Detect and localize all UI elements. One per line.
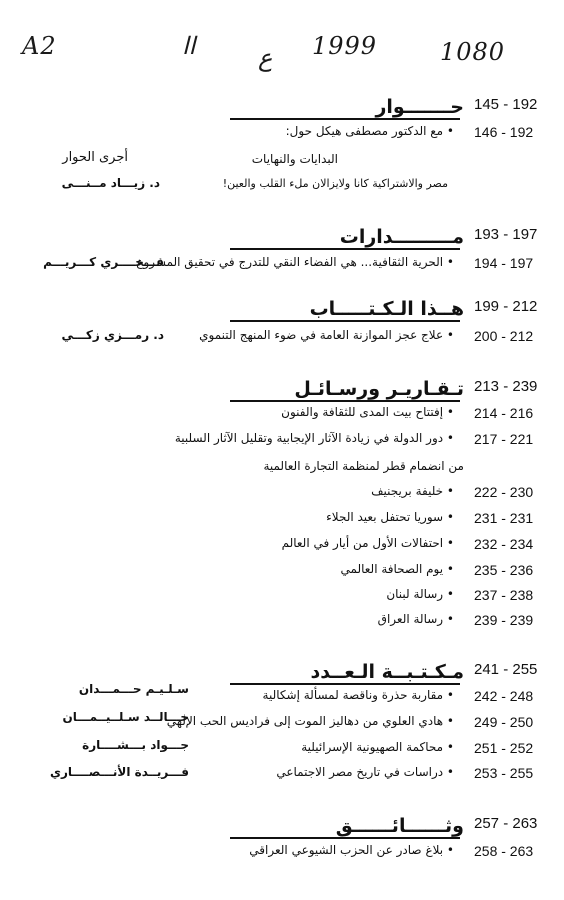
section-rule [230, 837, 460, 839]
entry-title: • يوم الصحافة العالمي [340, 562, 454, 576]
section-rule [230, 118, 460, 120]
entry-title-continuation: من انضمام قطر لمنظمة التجارة العالمية [263, 459, 464, 473]
section-rule [230, 248, 460, 250]
section-title: هــذا الـكـتـــــاب [309, 298, 464, 320]
entry-title: • دراسات في تاريخ مصر الاجتماعي [276, 765, 454, 779]
toc-entry [0, 682, 564, 710]
toc-entry [0, 124, 564, 146]
section-hiwar [0, 96, 564, 118]
entry-pages: 251 - 252 [474, 740, 534, 756]
section-pages: 199 - 212 [474, 298, 538, 315]
entry-pages: 231 - 231 [474, 510, 534, 526]
entry-title: • سوريا تحتفل بعيد الجلاء [326, 510, 454, 524]
entry-author: سـلـيـم حـــمـــدان [78, 682, 189, 696]
section-wathaiq [0, 815, 564, 837]
entry-title: • دور الدولة في زيادة الآثار الإيجابية وتقليل الآثار السلبية [174, 431, 454, 445]
entry-author: د. رمـــزي زكـــي [61, 328, 164, 342]
entry-title: • خليفة بريجنيف [371, 484, 454, 498]
entry-title: • إفتتاح بيت المدى للثقافة والفنون [281, 405, 454, 419]
handwritten-note-mid2: ع [258, 44, 273, 72]
toc-entry [0, 710, 564, 736]
entry-author: د. زيـــاد مــنـــى [61, 176, 160, 190]
handwritten-note-left: A2 [22, 32, 57, 60]
entry-pages: 242 - 248 [474, 688, 534, 704]
section-taqarir [0, 378, 564, 400]
toc-entry [0, 255, 564, 277]
toc-entry [0, 431, 564, 453]
section-maktaba [0, 661, 564, 683]
toc-entry [0, 510, 564, 532]
section-title: مـكـتـبــة الـعــدد [310, 661, 464, 683]
section-rule [230, 683, 460, 685]
entry-title: • هادي العلوي من دهاليز الموت إلى فراديس الحب الإلهي [166, 714, 454, 728]
entry-title: • مع الدكتور مصطفى هيكل حول: [285, 124, 454, 138]
entry-pages: 249 - 250 [474, 714, 534, 730]
toc-entry [0, 843, 564, 865]
entry-title: • بلاغ صادر عن الحزب الشيوعي العراقي [249, 843, 454, 857]
entry-title: • علاج عجز الموازنة العامة في ضوء المنهج التنموي [199, 328, 454, 342]
entry-pages: 146 - 192 [474, 124, 534, 140]
entry-subtitle: مصر والاشتراكية كانا ولايزالان ملء القلب والعين! [222, 177, 448, 190]
toc-entry [0, 328, 564, 350]
entry-pages: 239 - 239 [474, 612, 534, 628]
toc-entry [0, 536, 564, 558]
section-pages: 241 - 255 [474, 661, 538, 678]
handwritten-note-code: 1080 [440, 38, 506, 66]
section-title: تـقـاريـر ورسـائـل [294, 378, 464, 400]
section-pages: 145 - 192 [474, 96, 538, 113]
entry-pages: 217 - 221 [474, 431, 534, 447]
entry-pages: 214 - 216 [474, 405, 534, 421]
entry-author: خـــالــد سـلــيــمـــان [62, 710, 189, 724]
entry-pages: 258 - 263 [474, 843, 534, 859]
entry-title: • محاكمة الصهيونية الإسرائيلية [301, 740, 454, 754]
toc-entry [0, 740, 564, 762]
entry-pages: 200 - 212 [474, 328, 534, 344]
section-title: مـــــــــدارات [339, 226, 464, 248]
toc-entry [0, 562, 564, 584]
entry-author: فـــخــــري كـــريـــم [43, 255, 164, 269]
section-madarat [0, 226, 564, 248]
entry-title: • رسالة لبنان [386, 587, 454, 601]
toc-entry [0, 765, 564, 787]
toc-entry [0, 405, 564, 427]
section-rule [230, 320, 460, 322]
entry-pages: 232 - 234 [474, 536, 534, 552]
section-pages: 193 - 197 [474, 226, 538, 243]
section-pages: 213 - 239 [474, 378, 538, 395]
section-title: حـــــــوار [375, 96, 464, 118]
toc-entry [0, 484, 564, 506]
entry-title: • رسالة العراق [377, 612, 454, 626]
entry-author: جـــواد بـــشــــارة [82, 738, 189, 752]
section-kitab [0, 298, 564, 320]
entry-title: • الحرية الثقافية... هي الفضاء النقي للتدرج في تحقيق المشروع [136, 255, 454, 269]
entry-author: فـــريــدة الأنـــصــــاري [49, 765, 189, 779]
entry-title: • احتفالات الأول من أيار في العالم [281, 536, 454, 550]
handwritten-note-mid1: اا [182, 32, 196, 60]
toc-entry [0, 587, 564, 609]
entry-pages: 253 - 255 [474, 765, 534, 781]
section-pages: 257 - 263 [474, 815, 538, 832]
entry-pages: 222 - 230 [474, 484, 534, 500]
entry-subtitle: البدايات والنهايات [251, 152, 338, 166]
handwritten-note-year: 1999 [312, 32, 378, 60]
conducted-by-label: أجرى الحوار [62, 150, 128, 165]
section-title: وثــــــائــــــق [335, 815, 464, 837]
entry-pages: 235 - 236 [474, 562, 534, 578]
entry-title: • مقاربة حذرة وناقصة لمسألة إشكالية [262, 688, 454, 702]
entry-pages: 237 - 238 [474, 587, 534, 603]
section-rule [230, 400, 460, 402]
toc-entry [0, 612, 564, 634]
entry-pages: 194 - 197 [474, 255, 534, 271]
